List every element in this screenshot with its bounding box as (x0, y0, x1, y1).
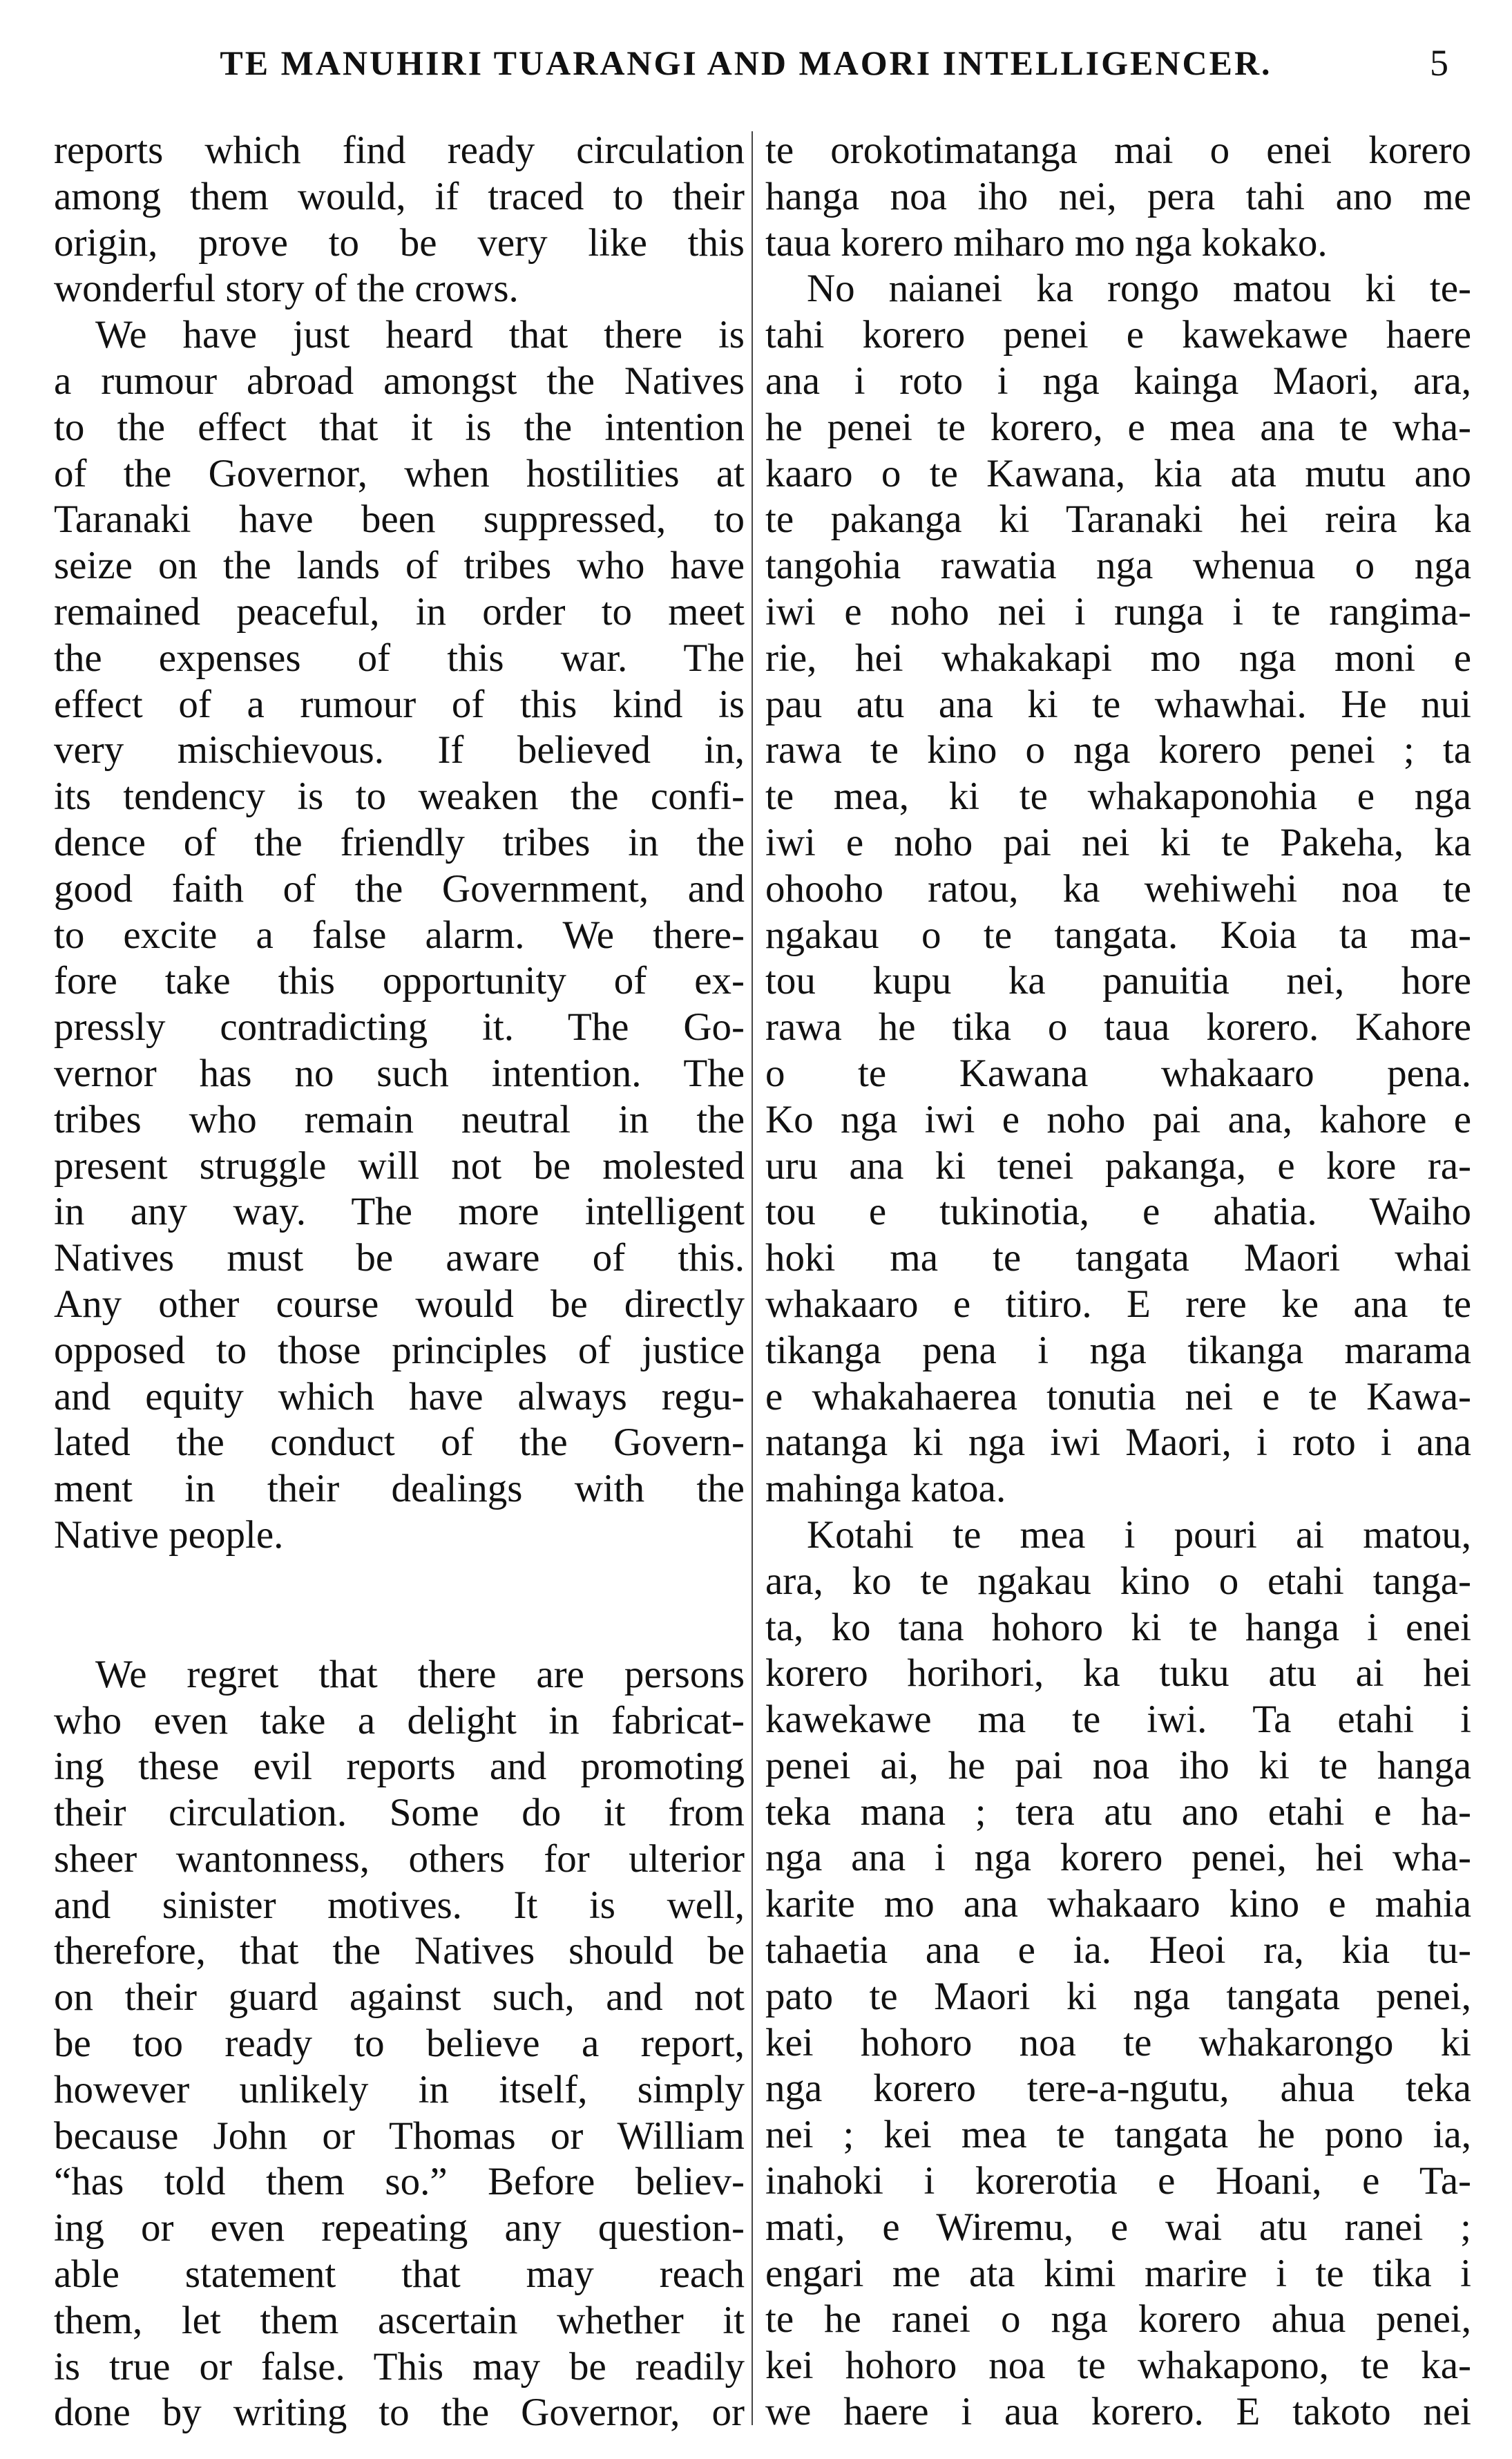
text-line: kaaro o te Kawana, kia ata mutu ano (765, 451, 1471, 495)
text-line: them, let them ascertain whether it (54, 2298, 745, 2342)
text-line: te orokotimatanga mai o enei korero (765, 129, 1471, 172)
text-line: te pakanga ki Taranaki hei reira ka (765, 497, 1471, 542)
text-line: lated the conduct of the Govern- (54, 1421, 745, 1465)
english-paragraph (54, 1652, 745, 2437)
text-line: their circulation. Some do it from (54, 1791, 745, 1835)
text-line: effect of a rumour of this kind is (54, 682, 745, 726)
text-line: to the effect that it is the intention (54, 405, 745, 449)
text-line: remained peaceful, in order to meet (54, 589, 745, 634)
text-line: ana i roto i nga kainga Maori, ara, (765, 359, 1471, 403)
text-line: inahoki i korerotia e Hoani, e Ta- (765, 2159, 1471, 2203)
text-line: very mischievous. If believed in, (54, 728, 745, 772)
english-paragraph (54, 312, 745, 1559)
text-line: Any other course would be directly (54, 1282, 745, 1326)
text-line: mati, e Wiremu, e wai atu ranei ; (765, 2205, 1471, 2249)
text-line: vernor has no such intention. The (54, 1051, 745, 1095)
text-line: o te Kawana whakaaro pena. (765, 1051, 1471, 1095)
text-line: on their guard against such, and not (54, 1975, 745, 2020)
text-line: Natives must be aware of this. (54, 1236, 745, 1280)
text-line: pato te Maori ki nga tangata penei, (765, 1974, 1471, 2018)
text-line: pau atu ana ki te whawhai. He nui (765, 682, 1471, 726)
text-line: tahi korero penei e kawekawe haere (765, 313, 1471, 357)
text-line: and sinister motives. It is well, (54, 1883, 745, 1927)
english-column (54, 128, 745, 2436)
text-line: its tendency is to weaken the confi- (54, 775, 745, 819)
text-line: he penei te korero, e mea ana te wha- (765, 405, 1471, 449)
text-line: iwi e noho nei i runga i te rangima- (765, 589, 1471, 634)
text-line: tou kupu ka panuitia nei, hore (765, 959, 1471, 1003)
text-line: tribes who remain neutral in the (54, 1097, 745, 1141)
text-line: rie, hei whakakapi mo nga moni e (765, 636, 1471, 680)
text-line: rawa he tika o taua korero. Kahore (765, 1005, 1471, 1050)
paragraph-gap (54, 1559, 745, 1652)
text-line: done by writing to the Governor, or (54, 2391, 745, 2435)
text-line: whakaaro e titiro. E rere ke ana te (765, 1282, 1471, 1326)
text-line: nei ; kei mea te tangata he pono ia, (765, 2113, 1471, 2157)
text-line: able statement that may reach (54, 2252, 745, 2297)
text-line: uru ana ki tenei pakanga, e kore ra- (765, 1143, 1471, 1188)
text-line: penei ai, he pai noa iho ki te hanga (765, 1743, 1471, 1787)
text-line: reports which find ready circulation (54, 129, 745, 172)
english-paragraph (54, 128, 745, 312)
text-line: and equity which have always regu- (54, 1374, 745, 1418)
text-line: Taranaki have been suppressed, to (54, 497, 745, 542)
text-line: present struggle will not be molested (54, 1143, 745, 1188)
text-line: tangohia rawatia nga whenua o nga (765, 544, 1471, 588)
text-line: we haere i aua korero. E takoto nei (765, 2390, 1471, 2434)
text-line: mahinga katoa. (765, 1467, 1006, 1511)
text-line: taua korero miharo mo nga kokako. (765, 220, 1328, 265)
maori-paragraph (765, 128, 1471, 266)
text-line: ment in their dealings with the (54, 1467, 745, 1511)
text-line: te he ranei o nga korero ahua penei, (765, 2297, 1471, 2342)
text-line: tahaetia ana e ia. Heoi ra, kia tu- (765, 1928, 1471, 1973)
text-line: Kotahi te mea i pouri ai matou, (807, 1512, 1471, 1557)
maori-paragraph (765, 266, 1471, 1512)
text-line: “has told them so.” Before believ- (54, 2160, 745, 2204)
text-line: kei hohoro noa te whakarongo ki (765, 2020, 1471, 2064)
text-line: te mea, ki te whakaponohia e nga (765, 775, 1471, 819)
text-line: No naianei ka rongo matou ki te- (807, 267, 1471, 311)
text-line: of the Governor, when hostilities at (54, 451, 745, 495)
text-line: natanga ki nga iwi Maori, i roto i ana (765, 1421, 1471, 1465)
text-line: iwi e noho pai nei ki te Pakeha, ka (765, 820, 1471, 864)
text-line: tikanga pena i nga tikanga marama (765, 1328, 1471, 1372)
text-line: engari me ata kimi marire i te tika i (765, 2251, 1471, 2295)
text-line: seize on the lands of tribes who have (54, 544, 745, 588)
text-line: therefore, that the Natives should be (54, 1929, 745, 1973)
text-line: kawekawe ma te iwi. Ta etahi i (765, 1698, 1471, 1742)
text-line: sheer wantonness, others for ulterior (54, 1836, 745, 1881)
text-line: is true or false. This may be readily (54, 2344, 745, 2389)
text-line: pressly contradicting it. The Go- (54, 1005, 745, 1050)
text-line: e whakahaerea tonutia nei e te Kawa- (765, 1374, 1471, 1418)
text-line: karite mo ana whakaaro kino e mahia (765, 1882, 1471, 1926)
text-line: wonderful story of the crows. (54, 267, 519, 311)
text-line: however unlikely in itself, simply (54, 2067, 745, 2111)
text-line: the expenses of this war. The (54, 636, 745, 680)
text-line: origin, prove to be very like this (54, 220, 745, 265)
text-line: ngakau o te tangata. Koia ta ma- (765, 913, 1471, 957)
text-line: hoki ma te tangata Maori whai (765, 1236, 1471, 1280)
text-line: ing or even repeating any question- (54, 2206, 745, 2250)
text-line: korero horihori, ka tuku atu ai hei (765, 1651, 1471, 1696)
text-line: Ko nga iwi e noho pai ana, kahore e (765, 1097, 1471, 1141)
text-line: in any way. The more intelligent (54, 1190, 745, 1234)
text-line: teka mana ; tera atu ano etahi e ha- (765, 1789, 1471, 1834)
text-line: dence of the friendly tribes in the (54, 820, 745, 864)
text-line: Native people. (54, 1512, 284, 1557)
text-line: We have just heard that there is (95, 313, 745, 357)
text-line: to excite a false alarm. We there- (54, 913, 745, 957)
text-line: ara, ko te ngakau kino o etahi tanga- (765, 1559, 1471, 1603)
text-line: be too ready to believe a report, (54, 2022, 745, 2066)
text-line: fore take this opportunity of ex- (54, 959, 745, 1003)
text-line: kei hohoro noa te whakapono, te ka- (765, 2344, 1471, 2388)
page-number: 5 (1430, 42, 1448, 84)
text-line: nga ana i nga korero penei, hei wha- (765, 1836, 1471, 1880)
text-line: hanga noa iho nei, pera tahi ano me (765, 174, 1471, 218)
running-header: TE MANUHIRI TUARANGI AND MAORI INTELLIGENCER. (220, 44, 1272, 82)
column-rule (752, 131, 753, 2425)
text-line: good faith of the Government, and (54, 866, 745, 911)
text-line: tou e tukinotia, e ahatia. Waiho (765, 1190, 1471, 1234)
text-line: We regret that there are persons (95, 1652, 745, 1696)
maori-paragraph (765, 1512, 1471, 2436)
text-line: ing these evil reports and promoting (54, 1745, 745, 1789)
text-line: nga korero tere-a-ngutu, ahua teka (765, 2067, 1471, 2111)
text-line: ta, ko tana hohoro ki te hanga i enei (765, 1605, 1471, 1649)
text-line: because John or Thomas or William (54, 2114, 745, 2158)
text-line: opposed to those principles of justice (54, 1328, 745, 1372)
text-line: among them would, if traced to their (54, 174, 745, 218)
maori-column (765, 128, 1471, 2436)
text-line: who even take a delight in fabricat- (54, 1698, 745, 1743)
text-line: ohooho ratou, ka wehiwehi noa te (765, 866, 1471, 911)
text-line: rawa te kino o nga korero penei ; ta (765, 728, 1471, 772)
text-line: a rumour abroad amongst the Natives (54, 359, 745, 403)
